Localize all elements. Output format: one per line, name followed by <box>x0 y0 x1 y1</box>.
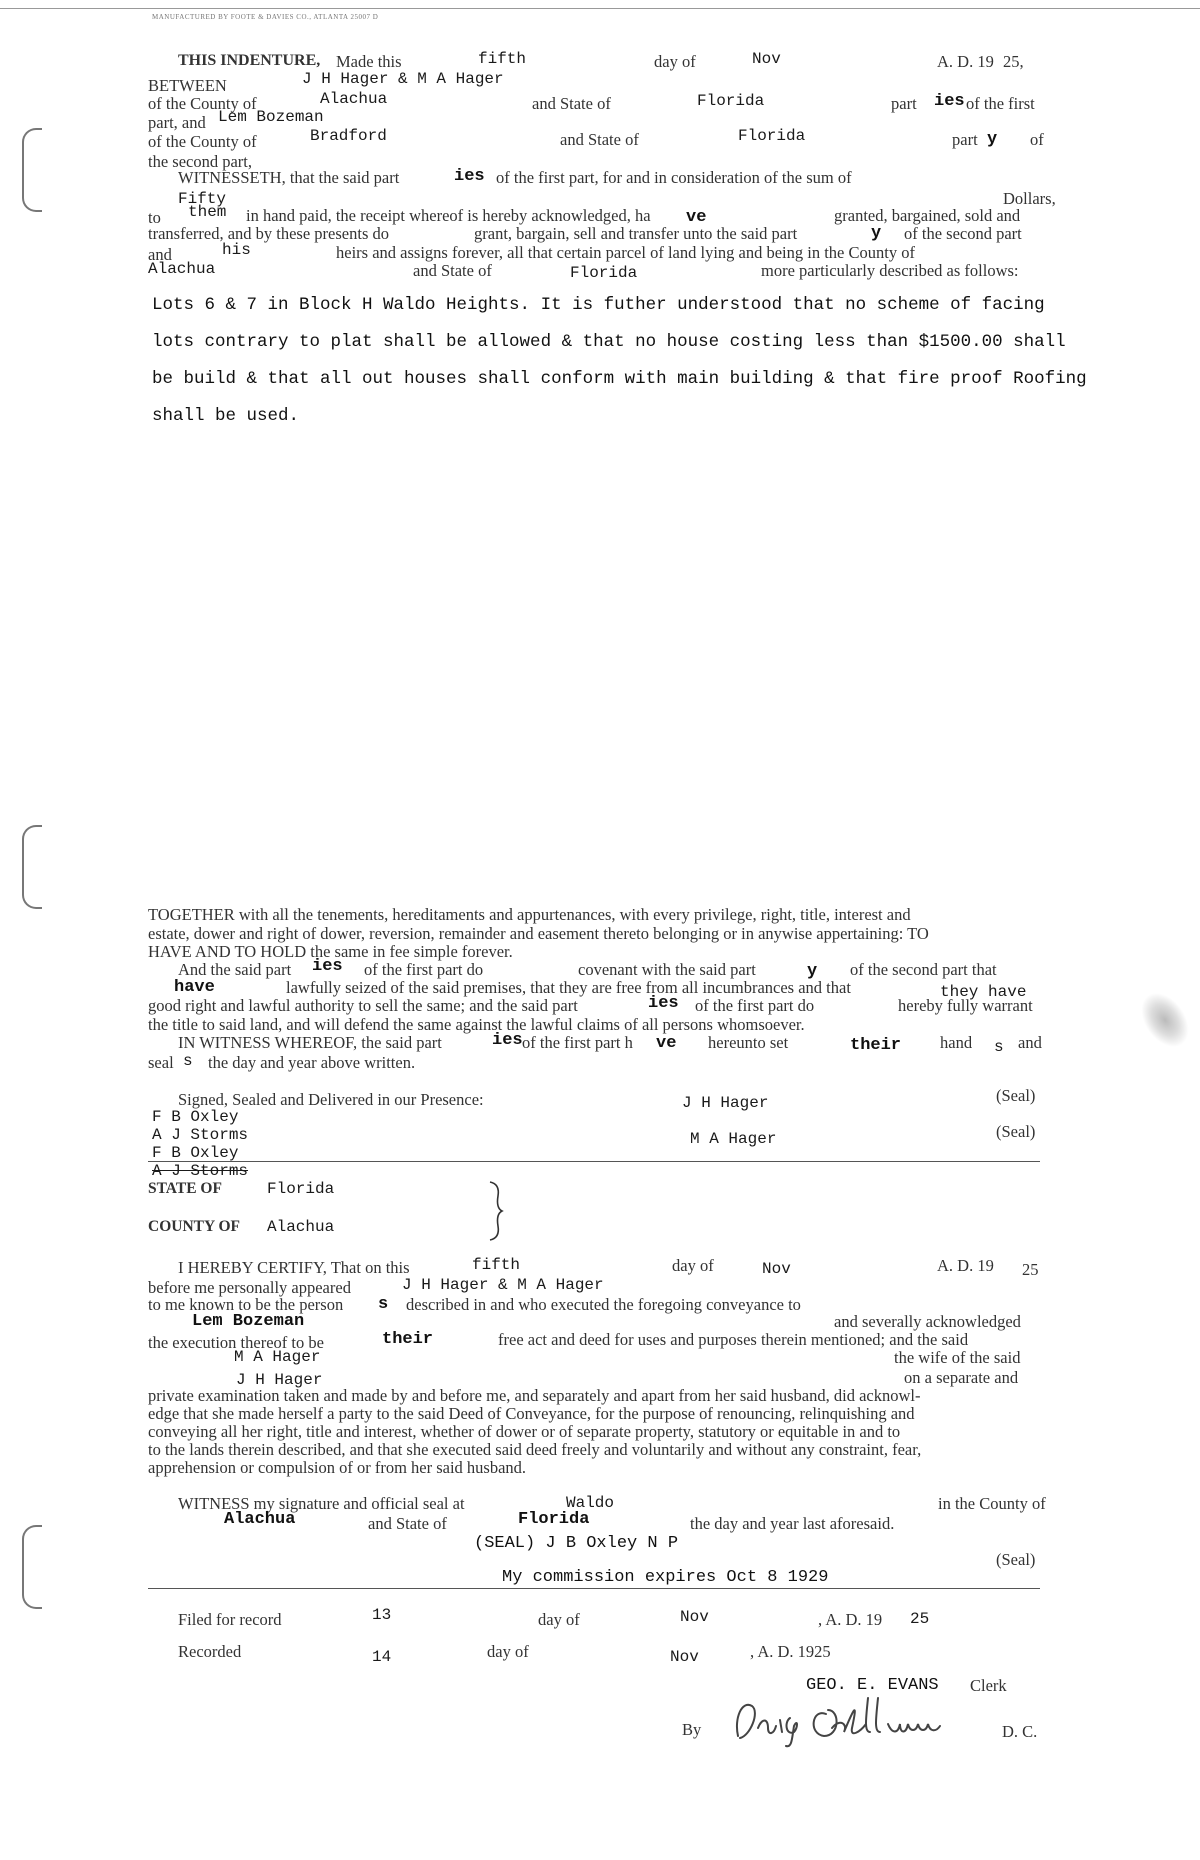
legal-line-4: shall be used. <box>152 406 300 426</box>
their-fill: their <box>850 1036 902 1055</box>
grantee: Lem Bozeman <box>218 108 324 126</box>
top-edge-line <box>0 8 1200 9</box>
covenant-text-b: of the first part do <box>364 960 484 979</box>
witness-name-2: A J Storms <box>152 1126 249 1144</box>
free-act-text: free act and deed for uses and purposes therein mentioned; and the said <box>498 1330 969 1349</box>
recorded-ad: , A. D. 1925 <box>750 1642 831 1661</box>
execution-text: the execution thereof to be <box>148 1333 324 1352</box>
clerk-name: GEO. E. EVANS <box>806 1676 939 1695</box>
recorded-label: Recorded <box>178 1642 242 1661</box>
county-label-1: of the County of <box>148 94 257 113</box>
ack-day-of: day of <box>672 1256 714 1275</box>
by-label: By <box>682 1720 702 1739</box>
seized-text: lawfully seized of the said premises, that they are free from all incumbrances and that <box>286 978 851 997</box>
notary-signature: (SEAL) J B Oxley N P <box>474 1534 679 1553</box>
recorded-day: 14 <box>372 1648 392 1666</box>
commission-divider <box>148 1588 1040 1589</box>
witnesseth-text-a: WITNESSETH, that the said part <box>178 168 400 187</box>
part-and-label: part, and <box>148 113 206 132</box>
covenant-text-d: of the second part that <box>850 960 997 979</box>
seal-label-1: (Seal) <box>996 1086 1036 1105</box>
ack-ad-prefix: A. D. 19 <box>937 1256 994 1275</box>
signer-1: J H Hager <box>682 1094 769 1112</box>
witness-text-b: of the first part h <box>522 1033 633 1052</box>
ad-prefix: A. D. 19 <box>937 52 994 71</box>
county-1: Alachua <box>320 90 388 108</box>
of-first-label: of the first <box>966 94 1035 113</box>
county-of-text: in the County of <box>938 1494 1046 1513</box>
ack-day: fifth <box>472 1256 521 1274</box>
day-year-text: the day and year above written. <box>208 1053 416 1072</box>
ack-para-1: private examination taken and made by and before me, and separately and apart from her said husband, did acknowl- <box>148 1386 921 1405</box>
state-label-1: and State of <box>532 94 611 113</box>
of-first-do-text: of the first part do <box>695 996 815 1015</box>
described-text: more particularly described as follows: <box>761 261 1019 280</box>
known-text-b: described in and who executed the foregoing conveyance to <box>406 1295 801 1314</box>
covenant-fill-1: ies <box>312 957 343 976</box>
witness-my-text: WITNESS my signature and official seal at <box>178 1494 465 1513</box>
ha-fill: ve <box>686 208 707 227</box>
hand-s-fill: s <box>994 1038 1004 1056</box>
grant-fill: y <box>871 224 882 243</box>
severally-text: and severally acknowledged <box>834 1312 1021 1331</box>
between-label: BETWEEN <box>148 76 227 95</box>
witness-name-3: F B Oxley <box>152 1144 239 1162</box>
binder-bracket-bottom <box>22 1525 42 1609</box>
granted-text: granted, bargained, sold and <box>834 206 1021 225</box>
second-part-label: the second part, <box>148 152 253 171</box>
state-1: Florida <box>697 92 765 110</box>
signed-label: Signed, Sealed and Delivered in our Presence: <box>178 1090 484 1109</box>
legal-line-1: Lots 6 & 7 in Block H Waldo Heights. It is futher understood that no scheme of facing <box>152 295 1045 315</box>
notary-seal-label: (Seal) <box>996 1550 1036 1569</box>
state-2: Florida <box>738 127 806 145</box>
binder-bracket-middle <box>22 825 42 909</box>
manufacturer-line: MANUFACTURED BY FOOTE & DAVIES CO., ATLANTA 25007 D <box>152 13 379 21</box>
ack-para-5: apprehension or compulsion of or from her said husband. <box>148 1458 527 1477</box>
county-2: Bradford <box>310 127 387 145</box>
paper-stain <box>1131 984 1198 1056</box>
grantors: J H Hager & M A Hager <box>302 70 504 88</box>
covenant-text-a: And the said part <box>178 960 292 979</box>
witnesseth-text-b: of the first part, for and in consideration of the sum of <box>496 168 852 187</box>
his-fill: his <box>222 241 251 259</box>
filed-day: 13 <box>372 1606 392 1624</box>
notary-place: Waldo <box>566 1494 615 1512</box>
filed-month: Nov <box>680 1608 709 1626</box>
separate-text: on a separate and <box>904 1368 1019 1387</box>
covenant-fill-2: y <box>807 962 818 981</box>
made-this-label: Made this <box>336 52 402 71</box>
to-label: to <box>148 208 161 227</box>
ack-para-2: edge that she made herself a party to the said Deed of Conveyance, for the purpose of renouncing, relinquishing and <box>148 1404 915 1423</box>
legal-line-2: lots contrary to plat shall be allowed & that no house costing less than $1500.00 shall <box>152 332 1066 352</box>
hand-text: hand <box>940 1033 973 1052</box>
before-me-text: before me personally appeared <box>148 1278 351 1297</box>
signature-divider <box>148 1161 1040 1162</box>
sum-value: Fifty <box>178 190 227 208</box>
second-part-and-text: of the second part <box>904 224 1022 243</box>
appeared-names: J H Hager & M A Hager <box>402 1276 604 1294</box>
title-line-text: the title to said land, and will defend the same against the lawful claims of all persons whomsoever. <box>148 1015 805 1034</box>
execution-their: their <box>382 1330 434 1349</box>
ack-state: Florida <box>267 1180 335 1198</box>
witness-hve-fill: ve <box>656 1034 677 1053</box>
ack-brace <box>486 1180 506 1242</box>
state-label-3: and State of <box>413 261 492 280</box>
dc-label: D. C. <box>1002 1722 1038 1741</box>
commission-expires: My commission expires Oct 8 1929 <box>502 1568 829 1587</box>
seal-text: seal <box>148 1053 174 1072</box>
together-line-1: TOGETHER with all the tenements, hereditaments and appurtenances, with every privilege, right, title, interest and <box>148 905 911 924</box>
have-fill: have <box>174 978 215 997</box>
together-line-2: estate, dower and right of dower, reversion, remainder and easement thereto belonging or in anywise appertaining: TO <box>148 924 929 943</box>
filed-ad: , A. D. 19 <box>818 1610 883 1629</box>
signer-2: M A Hager <box>690 1130 777 1148</box>
together-line-3: HAVE AND TO HOLD the same in fee simple forever. <box>148 942 513 961</box>
part-fill-1: ies <box>934 92 965 111</box>
indenture-title: THIS INDENTURE, <box>178 52 321 69</box>
witnesseth-fill: ies <box>454 167 485 186</box>
deed-day: fifth <box>478 50 527 68</box>
notary-state: Florida <box>518 1510 590 1529</box>
ack-grantee: Lem Bozeman <box>192 1312 305 1331</box>
witness-text-a: IN WITNESS WHEREOF, the said part <box>178 1033 442 1052</box>
ack-para-3: conveying all her right, title and interest, whether of dower or of separate property, statutory or equitable in and to <box>148 1422 901 1441</box>
legal-line-3: be build & that all out houses shall conform with main building & that fire proof Roofing <box>152 369 1087 389</box>
ack-year: 25 <box>1022 1260 1039 1279</box>
binder-bracket-top <box>22 128 42 212</box>
filed-year: 25 <box>910 1610 930 1628</box>
notary-and-state: and State of <box>368 1514 447 1533</box>
witness-name-1: F B Oxley <box>152 1108 239 1126</box>
of-label-2: of <box>1030 130 1044 149</box>
recorded-month: Nov <box>670 1648 699 1666</box>
wife-of-text: the wife of the said <box>894 1348 1021 1367</box>
deed-month: Nov <box>752 50 781 68</box>
to-whom: them <box>188 203 227 221</box>
state-label-2: and State of <box>560 130 639 149</box>
ack-county: Alachua <box>267 1218 335 1236</box>
husband-name: J H Hager <box>236 1371 323 1389</box>
ack-para-4: to the lands therein described, and that she executed said deed freely and voluntarily and without any constraint, fear, <box>148 1440 922 1459</box>
deputy-clerk-signature <box>728 1688 978 1752</box>
deed-year: 25, <box>1003 52 1024 71</box>
grant-text: grant, bargain, sell and transfer unto the said part <box>474 224 798 243</box>
seal-s-fill: s <box>183 1052 193 1070</box>
state-3: Florida <box>570 264 638 282</box>
filed-label: Filed for record <box>178 1610 282 1629</box>
they-have-fill: they have <box>940 983 1027 1001</box>
paid-text: in hand paid, the receipt whereof is hereby acknowledged, ha <box>246 206 651 225</box>
wife-name: M A Hager <box>234 1348 321 1366</box>
good-right-fill: ies <box>648 994 679 1013</box>
seal-label-2: (Seal) <box>996 1122 1036 1141</box>
clerk-label: Clerk <box>970 1676 1007 1695</box>
good-right-text: good right and lawful authority to sell the same; and the said part <box>148 996 578 1015</box>
witness-name-4: A J Storms <box>152 1162 249 1180</box>
notary-county: Alachua <box>224 1510 296 1529</box>
part-label-1: part <box>891 94 917 113</box>
warrant-text: hereby fully warrant <box>898 996 1033 1015</box>
county-label-2: of the County of <box>148 132 257 151</box>
dollars-label: Dollars, <box>1003 189 1056 208</box>
recorded-day-of: day of <box>487 1642 529 1661</box>
last-aforesaid-text: the day and year last aforesaid. <box>690 1514 895 1533</box>
known-fill: s <box>378 1295 389 1314</box>
ack-month: Nov <box>762 1260 791 1278</box>
county-3: Alachua <box>148 260 216 278</box>
and-word: and <box>1018 1033 1042 1052</box>
known-text-a: to me known to be the person <box>148 1295 344 1314</box>
filed-day-of: day of <box>538 1610 580 1629</box>
heirs-text: heirs and assigns forever, all that certain parcel of land lying and being in the County of <box>336 243 915 262</box>
covenant-text-c: covenant with the said part <box>578 960 756 979</box>
and-label: and <box>148 245 172 264</box>
county-of-label: COUNTY OF <box>148 1218 240 1235</box>
certify-text: I HEREBY CERTIFY, That on this <box>178 1258 410 1277</box>
day-of-label: day of <box>654 52 696 71</box>
part-label-2: part <box>952 130 978 149</box>
transferred-text: transferred, and by these presents do <box>148 224 389 243</box>
hereunto-text: hereunto set <box>708 1033 789 1052</box>
state-of-label: STATE OF <box>148 1180 222 1197</box>
witness-fill: ies <box>492 1031 523 1050</box>
part-fill-2: y <box>987 130 998 149</box>
